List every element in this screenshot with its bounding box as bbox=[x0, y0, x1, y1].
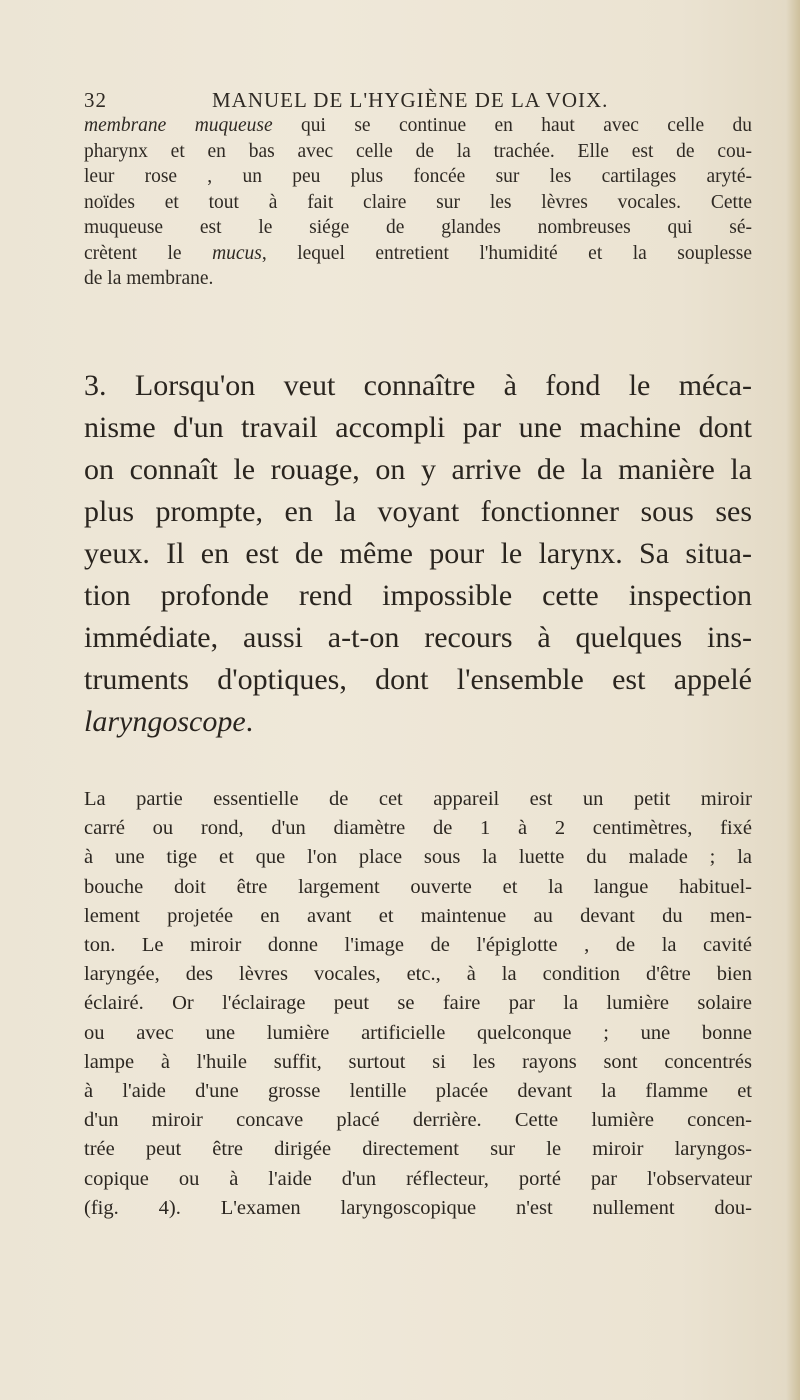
text-line: plus prompte, en la voyant fonctionner sous ses bbox=[84, 495, 752, 528]
text-line: on connaît le rouage, on y arrive de la manière la bbox=[84, 453, 752, 486]
text-line: leur rose , un peu plus foncée sur les cartilages aryté- bbox=[84, 166, 752, 187]
paragraph-laryngoscope-intro bbox=[84, 365, 752, 743]
text-span: , lequel entretient l'humidité et la souplesse bbox=[261, 242, 752, 264]
text-line: laryngée, des lèvres vocales, etc., à la condition d'être bien bbox=[84, 963, 752, 986]
text-line: tion profonde rend impossible cette inspection bbox=[84, 579, 752, 612]
text-line: lampe à l'huile suffit, surtout si les rayons sont concentrés bbox=[84, 1050, 752, 1073]
text-line bbox=[84, 701, 752, 743]
text-line: bouche doit être largement ouverte et la langue habituel- bbox=[84, 875, 752, 898]
text-line: lement projetée en avant et maintenue au devant du men- bbox=[84, 904, 752, 927]
text-line: ou avec une lumière artificielle quelconque ; une bonne bbox=[84, 1021, 752, 1044]
text-line: à une tige et que l'on place sous la luette du malade ; la bbox=[84, 846, 752, 869]
text-line: de la membrane. bbox=[84, 268, 214, 289]
text-line: muqueuse est le siége de glandes nombreuses qui sé- bbox=[84, 217, 752, 238]
italic-term: membrane muqueuse bbox=[84, 115, 273, 136]
text-line: La partie essentielle de cet appareil est un petit miroir bbox=[84, 788, 752, 810]
text-line: yeux. Il en est de même pour le larynx. Sa situa- bbox=[84, 537, 752, 570]
text-line bbox=[84, 113, 752, 139]
text-line: éclairé. Or l'éclairage peut se faire par la lumière solaire bbox=[84, 992, 752, 1015]
paragraph-mirror-description bbox=[84, 785, 752, 1223]
text-line: noïdes et tout à fait claire sur les lèvres vocales. Cette bbox=[84, 191, 752, 213]
text-span: qui se continue en haut avec celle du bbox=[272, 115, 752, 136]
text-line: copique ou à l'aide d'un réflecteur, porté par l'observateur bbox=[84, 1167, 752, 1190]
running-title: MANUEL DE L'HYGIÈNE DE LA VOIX. bbox=[212, 88, 609, 112]
text-line: (fig. 4). L'examen laryngoscopique n'est nullement dou- bbox=[84, 1196, 752, 1219]
text-line: ton. Le miroir donne l'image de l'épiglotte , de la cavité bbox=[84, 934, 752, 957]
text-line: pharynx et en bas avec celle de la trachée. Elle est de cou- bbox=[84, 140, 752, 162]
italic-term: laryngoscope bbox=[84, 705, 246, 738]
text-line: à l'aide d'une grosse lentille placée devant la flamme et bbox=[84, 1080, 752, 1103]
text-line: truments d'optiques, dont l'ensemble est appelé bbox=[84, 663, 752, 696]
italic-term: mucus bbox=[212, 242, 262, 264]
paragraph-membrane bbox=[84, 113, 752, 292]
text-line: trée peut être dirigée directement sur le miroir laryngos- bbox=[84, 1138, 752, 1161]
text-line: nisme d'un travail accompli par une machine dont bbox=[84, 411, 752, 444]
text-span: crètent le bbox=[84, 242, 213, 264]
text-line: d'un miroir concave placé derrière. Cette lumière concen- bbox=[84, 1109, 752, 1132]
text-span: . bbox=[245, 705, 254, 738]
page-number: 32 bbox=[84, 88, 107, 112]
text-line: carré ou rond, d'un diamètre de 1 à 2 centimètres, fixé bbox=[84, 817, 752, 840]
page-edge-shadow bbox=[786, 0, 800, 1400]
text-line: immédiate, aussi a-t-on recours à quelques ins- bbox=[84, 621, 752, 654]
text-line bbox=[84, 241, 752, 267]
text-line: 3. Lorsqu'on veut connaître à fond le méca- bbox=[84, 369, 752, 402]
